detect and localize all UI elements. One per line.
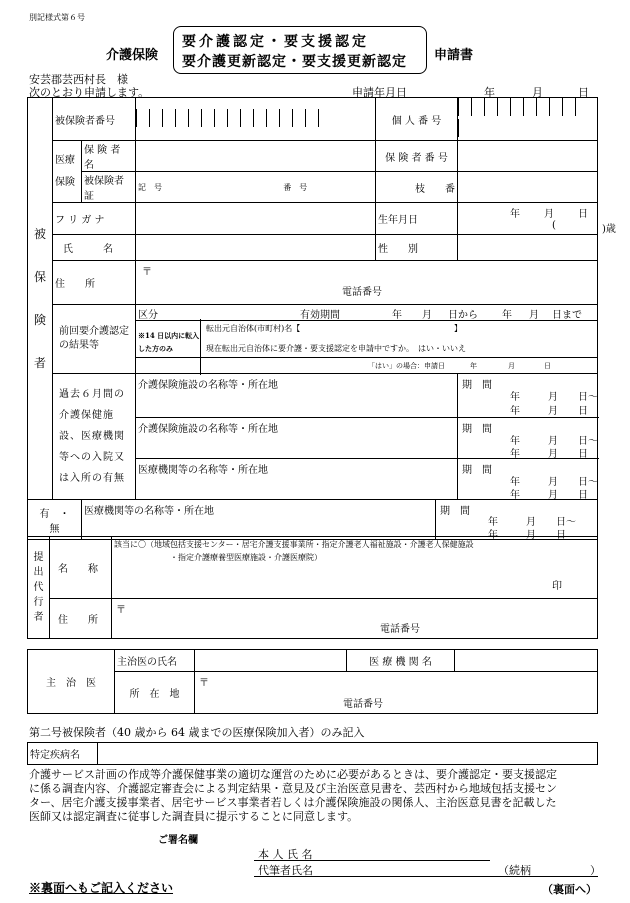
period-from: 日～: [556, 517, 576, 528]
side-char: 被: [33, 226, 46, 241]
birthdate-field[interactable]: [458, 203, 616, 235]
edaban-field[interactable]: [458, 172, 598, 203]
consent-line-4: 医師又は認定調査に従事した調査員に提示することに同意します。: [29, 810, 359, 823]
doctor-name-label: 主治医の氏名: [115, 650, 195, 672]
agent-address-label: 住 所: [50, 599, 112, 639]
institution-label: 医 療 機 関 名: [347, 650, 455, 672]
from-label: 日から: [448, 310, 478, 321]
admission-row-3[interactable]: [136, 459, 458, 500]
furigana-field[interactable]: [136, 203, 376, 235]
from-month: 月: [422, 310, 432, 321]
insurer-number-label: 保 険 者 番 号: [376, 141, 458, 172]
to-back: （裏面へ）: [542, 883, 597, 896]
transfer-month: 月: [508, 362, 515, 370]
postal-mark: 〒: [142, 267, 152, 278]
consent-line-1: 介護サービス計画の作成等介護保健事業の適切な運営のために必要があるときは、要介護認定・要支援認定: [29, 768, 557, 781]
medical-name-label: 医療機関等の名称等・所在地: [84, 506, 214, 517]
postal-mark: 〒: [199, 678, 209, 689]
admission-yes-no[interactable]: 有 ・ 無: [28, 500, 82, 540]
disease-label: 特定疾病名: [28, 743, 98, 765]
name-label: 氏 名: [53, 235, 136, 261]
sex-label: 性 別: [376, 235, 458, 261]
period-year: 年: [488, 517, 498, 528]
admission-period-4[interactable]: [436, 500, 598, 540]
title-line2: 要介護更新認定・要支援更新認定: [182, 54, 407, 70]
doctor-table: [27, 649, 598, 714]
admission-row-4[interactable]: [82, 500, 436, 540]
transfer-day: 日: [544, 362, 551, 370]
relation-label: （続柄: [498, 864, 531, 877]
agent-name-label: 名 称: [50, 537, 112, 599]
period-year: 年: [510, 449, 521, 460]
period-month: 月: [526, 530, 536, 541]
period-month: 月: [526, 517, 536, 528]
disease-field[interactable]: [98, 743, 598, 765]
bangou-label: 番 号: [283, 182, 308, 192]
to-label: 日まで: [552, 310, 582, 321]
second-insured-note: 第二号被保険者（40 歳から 64 歳までの医療保険加入者）のみ記入: [29, 726, 365, 739]
card-kigou-bangou[interactable]: [136, 172, 376, 203]
consent-line-3: ター、居宅介護支援事業者、居宅サービス事業者若しくは介護保険施設の関係人、主治医意見書を記載した: [29, 796, 557, 809]
period-year: 年: [510, 406, 521, 417]
admission-period-3[interactable]: [458, 459, 598, 500]
period-to: 日: [556, 530, 566, 541]
period-month: 月: [548, 392, 559, 403]
transfer-from-label: 転出元自治体(市町村)名【: [206, 324, 301, 333]
insured-side-label: [28, 98, 53, 500]
admission-label: 過去６月間の介護保健施設、医療機関等への入院又は入所の有無: [53, 374, 136, 500]
insured-card-label: 被保険者証: [82, 172, 136, 203]
facility-name-label: 介護保険施設の名称等・所在地: [138, 424, 278, 435]
insurer-name-label: 保 険 者 名: [82, 141, 136, 172]
period-label: 期 間: [440, 506, 470, 517]
period-month: 月: [548, 436, 559, 447]
period-month: 月: [548, 490, 559, 501]
birthdate-label: 生年月日: [376, 203, 458, 235]
intro-text: 次のとおり申請します。: [29, 86, 150, 99]
relation-close: ）: [590, 864, 601, 877]
medical-label: 医療: [55, 154, 75, 166]
to-month: 月: [529, 310, 539, 321]
insured-table: [27, 97, 616, 541]
to-year: 年: [502, 310, 512, 321]
address-label: 住 所: [53, 261, 136, 305]
title-suffix: 申請書: [434, 48, 474, 63]
period-year: 年: [510, 490, 521, 501]
self-name-label: 本 人 氏 名: [258, 848, 313, 861]
birth-day: 日: [578, 209, 589, 220]
previous-kubun-row[interactable]: [136, 305, 598, 321]
side-char: 者: [33, 355, 46, 370]
personal-number-label: 個 人 番 号: [376, 98, 458, 141]
date-year: 年: [484, 86, 495, 99]
addressee: 安芸郡芸西村長 様: [29, 73, 128, 86]
birth-year: 年: [510, 209, 521, 220]
phone-label: 電話番号: [380, 624, 420, 635]
period-month: 月: [548, 406, 559, 417]
name-field[interactable]: [136, 235, 376, 261]
period-label: 期 間: [462, 424, 493, 435]
admission-period-2[interactable]: [458, 418, 598, 459]
period-label: 期 間: [462, 380, 493, 391]
period-to: 日: [578, 449, 589, 460]
agent-type-check: 該当に〇（地域包括支援センター・居宅介護支援事業所・指定介護老人福祉施設・介護老人保健施設: [114, 540, 474, 549]
period-year: 年: [488, 530, 498, 541]
transfer-note: ※14 日以内に転入した方のみ: [138, 331, 200, 353]
doctor-side-label: 主 治 医: [28, 650, 115, 714]
sex-field[interactable]: [458, 235, 598, 261]
insured-number-field[interactable]: [136, 98, 376, 141]
kubun-label: 区分: [138, 310, 158, 321]
doctor-location-label: 所 在 地: [115, 672, 195, 714]
title-line1: 要介護認定・要支援認定: [182, 34, 369, 50]
back-note: ※裏面へもご記入ください: [29, 881, 174, 895]
insured-number-label: 被保険者番号: [53, 98, 136, 141]
disease-table: [27, 742, 598, 765]
address-field[interactable]: [136, 261, 598, 305]
period-year: 年: [510, 477, 521, 488]
period-year: 年: [510, 436, 521, 447]
insurance-label: 保険: [55, 176, 75, 188]
age-open: (: [552, 220, 556, 231]
transfer-from-close: 】: [454, 324, 462, 333]
period-from: 日～: [578, 392, 599, 403]
date-day: 日: [578, 86, 589, 99]
medical-name-label: 医療機関等の名称等・所在地: [138, 465, 268, 476]
agent-side-label: 提出代行者: [28, 537, 50, 639]
medical-insurance-side: [53, 141, 82, 203]
institution-field[interactable]: [455, 650, 598, 672]
consent-line-2: に係る調査内容、介護認定審査会による判定結果・意見及び主治医意見書を、芸西村から地域包括支援セン: [29, 782, 557, 795]
period-month: 月: [548, 477, 559, 488]
period-year: 年: [510, 392, 521, 403]
agent-type-check2: ・指定介護療養型医療施設・介護医療院）: [170, 553, 322, 562]
phone-label: 電話番号: [342, 287, 382, 298]
proxy-name-label: 代筆者氏名: [258, 864, 313, 877]
transfer-question: 現在転出元自治体に要介護・要支援認定を申請中ですか。 はい・いいえ: [206, 344, 466, 353]
agent-address-field[interactable]: [112, 599, 598, 639]
transfer-yes-label: 「はい」の場合：申請日: [368, 362, 445, 370]
period-to: 日: [578, 406, 589, 417]
insurer-name-field[interactable]: [136, 141, 376, 172]
postal-mark: 〒: [116, 605, 126, 616]
transfer-date-row[interactable]: [136, 358, 598, 374]
transfer-row[interactable]: [136, 321, 598, 358]
period-month: 月: [548, 449, 559, 460]
period-from: 日～: [578, 436, 599, 447]
transfer-year: 年: [470, 362, 477, 370]
period-to: 日: [578, 490, 589, 501]
phone-label: 電話番号: [343, 699, 383, 710]
application-date-label: 申請年月日: [352, 86, 407, 99]
date-month: 月: [532, 86, 543, 99]
from-year: 年: [392, 310, 402, 321]
previous-result-label: 前回要介護認定の結果等: [53, 305, 136, 374]
facility-name-label: 介護保険施設の名称等・所在地: [138, 380, 278, 391]
personal-number-field[interactable]: [458, 98, 598, 141]
side-char: 険: [33, 312, 46, 327]
seal-mark: 印: [552, 581, 562, 592]
period-label: 期 間: [462, 465, 493, 476]
side-char: 保: [33, 269, 46, 284]
admission-row-1[interactable]: [136, 374, 458, 418]
proxy-name-line[interactable]: [254, 876, 598, 877]
furigana-label: フ リ ガ ナ: [53, 203, 136, 235]
kigou-label: 記 号: [138, 182, 162, 192]
doctor-name-field[interactable]: [195, 650, 347, 672]
signature-title: ご署名欄: [158, 835, 198, 846]
agent-name-field[interactable]: [112, 537, 598, 599]
title-prefix: 介護保険: [106, 48, 159, 63]
doctor-location-field[interactable]: [195, 672, 598, 714]
birth-month: 月: [544, 209, 555, 220]
form-number: 別記様式第６号: [29, 13, 85, 22]
edaban-label: 枝 番: [376, 172, 458, 203]
validity-label: 有効期間: [300, 310, 340, 321]
agent-table: [27, 536, 598, 639]
admission-row-2[interactable]: [136, 418, 458, 459]
admission-period-1[interactable]: [458, 374, 598, 418]
age-close: )歳: [602, 224, 616, 235]
self-name-line[interactable]: [254, 860, 490, 861]
insurer-number-field[interactable]: [458, 141, 598, 172]
period-from: 日～: [578, 477, 599, 488]
